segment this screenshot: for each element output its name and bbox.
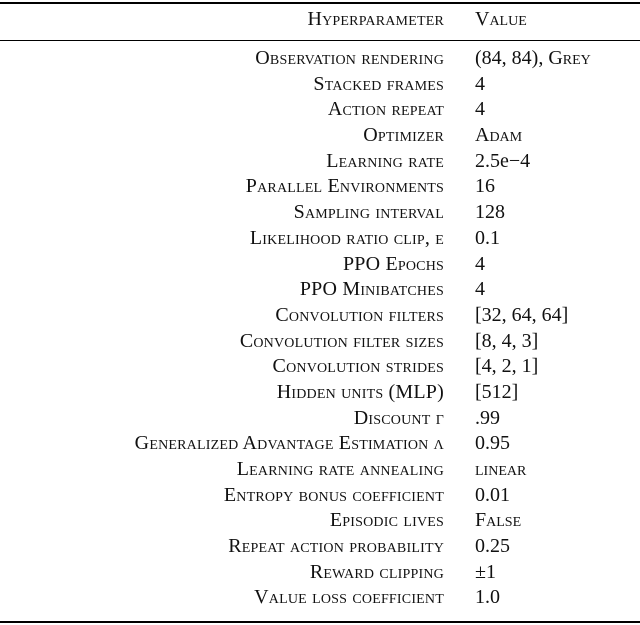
row-param: Episodic lives	[329, 509, 444, 532]
table-row	[0, 354, 640, 380]
header-value: Value	[475, 8, 527, 30]
row-value: 2.5e−4	[475, 149, 531, 172]
row-value: 0.25	[475, 535, 510, 558]
table-row	[0, 329, 640, 355]
header-hyperparameter: Hyperparameter	[307, 8, 444, 30]
row-param: Stacked frames	[313, 72, 444, 95]
row-value: 16	[475, 175, 495, 198]
top-rule	[0, 2, 640, 4]
row-param: Discount γ	[353, 406, 444, 429]
row-value	[444, 46, 591, 72]
row-value: 4	[475, 252, 485, 275]
row-param: Likelihood ratio clip, ϵ	[249, 226, 444, 249]
row-value: 4	[475, 98, 485, 121]
row-param: Parallel Environments	[245, 175, 444, 198]
row-param: Generalized Advantage Estimation λ	[134, 432, 444, 455]
table-row	[0, 380, 640, 406]
row-value: Adam	[475, 124, 523, 147]
table-body	[0, 46, 640, 611]
row-param: Observation rendering	[255, 47, 444, 69]
table-row	[0, 457, 640, 483]
row-param: Reward clipping	[309, 560, 444, 583]
header-rule	[0, 40, 640, 41]
row-param: Convolution strides	[272, 355, 444, 378]
row-value: 0.1	[475, 226, 500, 249]
row-param: Learning rate	[326, 149, 444, 172]
table-row	[0, 483, 640, 509]
row-value-text: (84, 84), Grey	[475, 47, 591, 69]
table-row	[0, 406, 640, 432]
table-row	[0, 149, 640, 175]
table-row	[0, 277, 640, 303]
table-row	[0, 97, 640, 123]
row-value: 0.95	[475, 432, 510, 455]
table-row	[0, 560, 640, 586]
row-param: Convolution filter sizes	[239, 329, 444, 352]
row-value: linear	[475, 458, 527, 480]
row-value: False	[475, 509, 522, 532]
row-value: 4	[475, 278, 485, 301]
row-param: Entropy bonus coefficient	[223, 483, 444, 506]
table-row	[0, 534, 640, 560]
table-row	[0, 303, 640, 329]
table-row	[0, 431, 640, 457]
row-param: Repeat action probability	[228, 535, 444, 558]
row-value: 1.0	[475, 586, 500, 609]
row-value: 4	[475, 72, 485, 95]
row-value: [32, 64, 64]	[475, 303, 569, 326]
table-row	[0, 226, 640, 252]
row-param: PPO Minibatches	[299, 278, 444, 301]
row-param: Convolution filters	[275, 303, 444, 326]
table-row	[0, 174, 640, 200]
row-value: .99	[475, 406, 500, 429]
row-value: [4, 2, 1]	[475, 355, 539, 378]
row-value: [8, 4, 3]	[475, 329, 539, 352]
row-value: 0.01	[475, 483, 510, 506]
table-row	[0, 46, 640, 72]
row-param: Hidden units (MLP)	[276, 380, 444, 403]
row-param: Action repeat	[327, 98, 444, 121]
table-row	[0, 252, 640, 278]
table-row	[0, 72, 640, 98]
table-row	[0, 123, 640, 149]
row-value: 128	[475, 201, 505, 224]
table-row	[0, 508, 640, 534]
row-param: Learning rate annealing	[236, 458, 444, 480]
table-header	[0, 8, 640, 34]
table-row	[0, 200, 640, 226]
row-value: [512]	[475, 380, 519, 403]
row-param: Value loss coefficient	[254, 586, 444, 609]
bottom-rule	[0, 621, 640, 623]
row-value: ±1	[475, 560, 496, 583]
row-param: PPO Epochs	[342, 252, 444, 275]
row-param: Optimizer	[363, 124, 444, 147]
row-param: Sampling interval	[293, 201, 444, 224]
table-row	[0, 585, 640, 611]
